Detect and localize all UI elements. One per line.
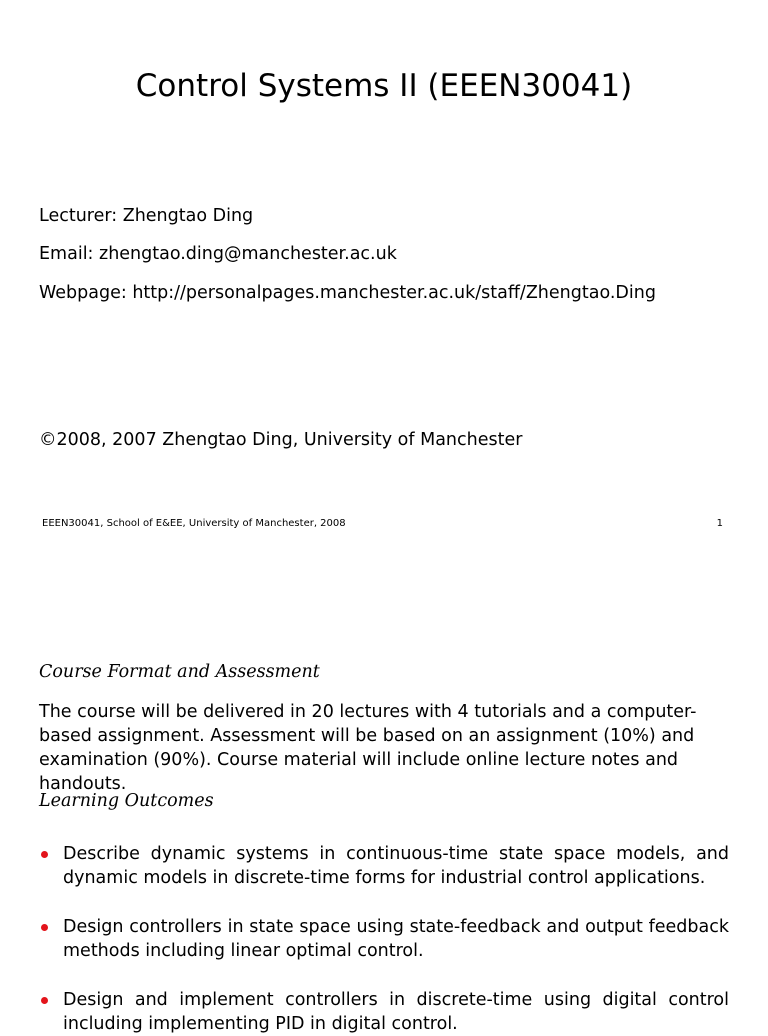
slide-footer: EEEN30041, School of E&EE, University of Manchester, 2008 xyxy=(42,518,346,529)
learning-outcomes-heading: Learning Outcomes xyxy=(39,791,214,811)
email-line: Email: zhengtao.ding@manchester.ac.uk xyxy=(39,244,397,264)
lecturer-line: Lecturer: Zhengtao Ding xyxy=(39,206,254,226)
copyright-line: ©2008, 2007 Zhengtao Ding, University of Manchester xyxy=(39,430,523,450)
bullet-icon xyxy=(41,851,48,858)
course-format-heading: Course Format and Assessment xyxy=(39,662,320,682)
slide-title: Control Systems II (EEEN30041) xyxy=(135,68,633,104)
course-format-paragraph: The course will be delivered in 20 lectures with 4 tutorials and a computer-based assignment. Assessment will be based on an assignment (10%) and examination (90%). Course material will include online lecture notes and handouts. xyxy=(39,702,697,794)
list-item xyxy=(39,915,729,963)
webpage-line: Webpage: http://personalpages.manchester.ac.uk/staff/Zhengtao.Ding xyxy=(39,283,656,303)
list-item xyxy=(39,842,729,890)
slide-2 xyxy=(0,545,768,1034)
page-number: 1 xyxy=(716,518,723,529)
bullet-icon xyxy=(41,997,48,1004)
bullet-icon xyxy=(41,924,48,931)
bullet-text: Design controllers in state space using state-feedback and output feedback methods including linear optimal control. xyxy=(63,917,729,961)
bullet-text: Describe dynamic systems in continuous-time state space models, and dynamic models in discrete-time forms for industrial control applications. xyxy=(63,844,729,888)
bullet-text: Design and implement controllers in discrete-time using digital control including implementing PID in digital control. xyxy=(63,990,729,1034)
list-item xyxy=(39,988,729,1036)
